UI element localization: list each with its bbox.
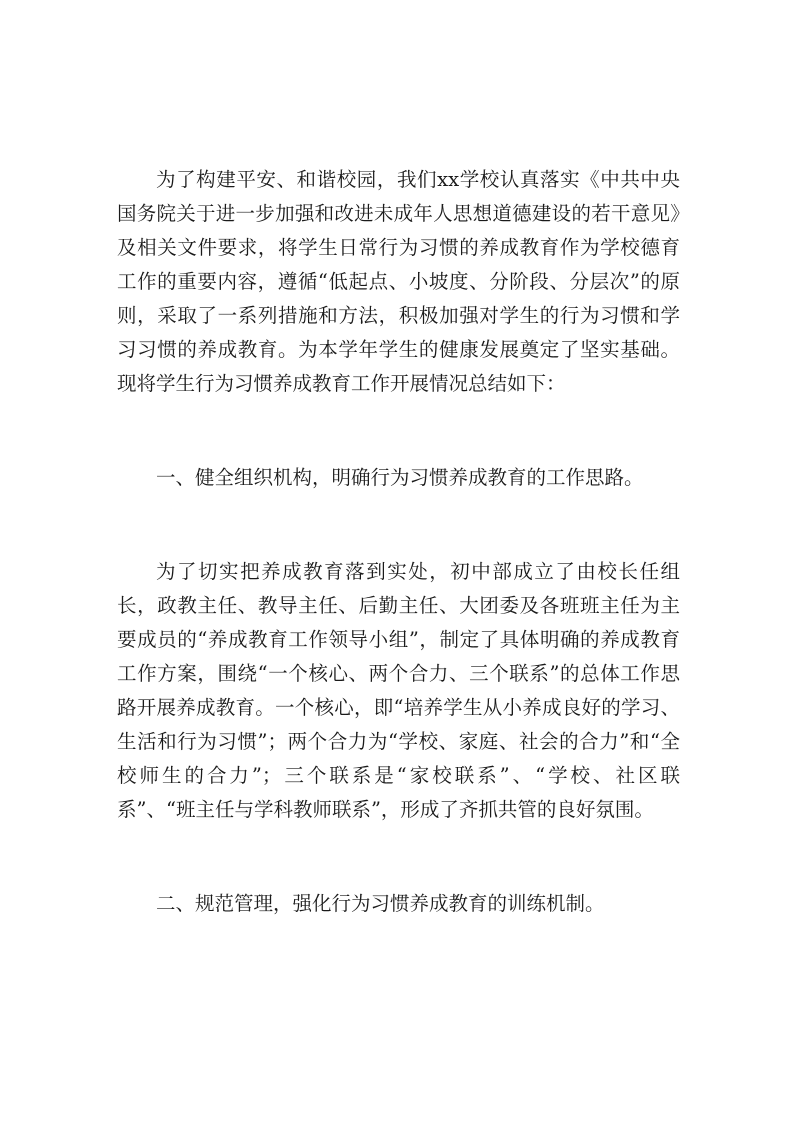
document-page (117, 163, 680, 921)
intro-paragraph: 为了构建平安、和谐校园，我们xx学校认真落实《中共中央国务院关于进一步加强和改进未成年人思想道德建设的若干意见》及相关文件要求，将学生日常行为习惯的养成教育作为学校德育工作的重要内容，遵循“低起点、小坡度、分阶段、分层次”的原则，采取了一系列措施和方法，积极加强对学生的行为习惯和学习习惯的养成教育。为本学年学生的健康发展奠定了坚实基础。现将学生行为习惯养成教育工作开展情况总结如下： (117, 168, 680, 395)
section-heading-1: 一、健全组织机构，明确行为习惯养成教育的工作思路。 (156, 466, 644, 489)
section-heading-2: 二、规范管理，强化行为习惯养成教育的训练机制。 (156, 892, 605, 915)
section-1-paragraph: 为了切实把养成教育落到实处，初中部成立了由校长任组长，政教主任、教导主任、后勤主任、大团委及各班班主任为主要成员的“养成教育工作领导小组”，制定了具体明确的养成教育工作方案，围绕“一个核心、两个合力、三个联系”的总体工作思路开展养成教育。一个核心，即“培养学生从小养成良好的学习、生活和行为习惯”；两个合力为“学校、家庭、社会的合力”和“全校师生的合力”；三个联系是“家校联系”、“学校、社区联系”、“班主任与学科教师联系”，形成了齐抓共管的良好氛围。 (117, 560, 680, 821)
